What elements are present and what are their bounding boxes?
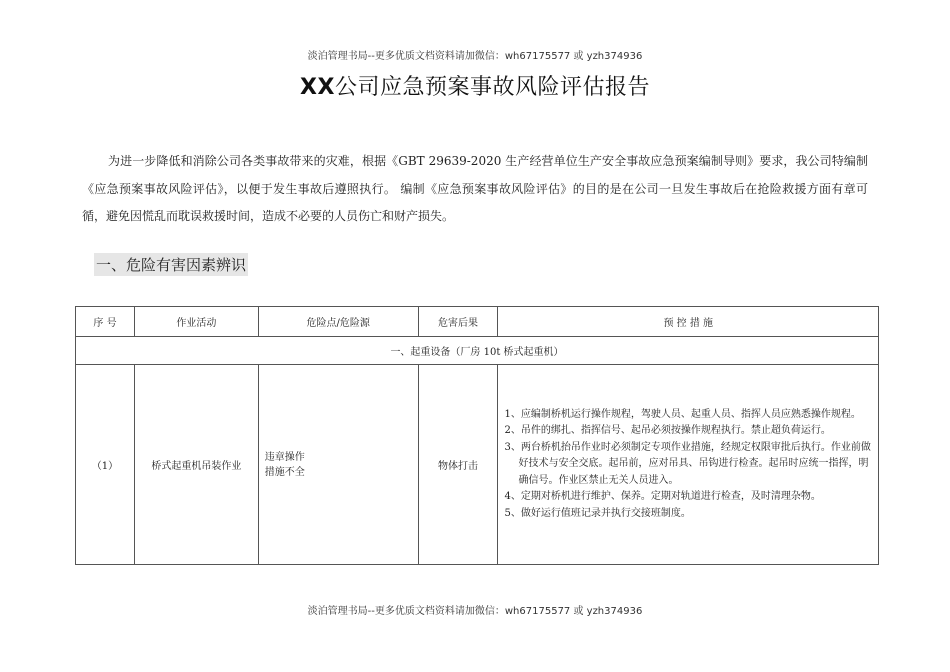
- header-no: 序 号: [76, 307, 135, 337]
- category-label: 一、起重设备（厂房 10t 桥式起重机）: [76, 337, 879, 365]
- footer-watermark: 淡泊管理书局--更多优质文档资料请加微信：wh67175577 或 yzh374936: [307, 606, 643, 617]
- section-heading: 一、危险有害因素辨识: [94, 253, 248, 276]
- measure-item: 1、应编制桥机运行操作规程，驾驶人员、起重人员、指挥人员应熟悉操作规程。: [504, 408, 861, 420]
- header-consequence: 危害后果: [418, 307, 498, 337]
- row-hazards: [258, 365, 418, 565]
- row-measures: [498, 365, 879, 565]
- table-header-row: [76, 307, 879, 337]
- risk-table: [75, 306, 879, 565]
- header-activity: 作业活动: [134, 307, 258, 337]
- measure-item: 5、做好运行值班记录并执行交接班制度。: [504, 507, 691, 519]
- header-watermark: 淡泊管理书局--更多优质文档资料请加微信：wh67175577 或 yzh374936: [307, 51, 643, 62]
- measure-item: 2、吊件的绑扎、指挥信号、起吊必须按操作规程执行。禁止超负荷运行。: [504, 425, 831, 437]
- table-row: [76, 365, 879, 565]
- hazard-item: 违章操作: [264, 451, 305, 463]
- row-activity: 桥式起重机吊装作业: [134, 365, 258, 565]
- header-hazard: 危险点/危险源: [258, 307, 418, 337]
- measure-item: 3、两台桥机抬吊作业时必须制定专项作业措施，经规定权限审批后执行。作业前做好技术与安全交底。起吊前，应对吊具、吊钩进行检查。起吊时应统一指挥，明确信号。作业区禁止无关人员进入。: [504, 441, 871, 486]
- intro-paragraph: 为进一步降低和消除公司各类事故带来的灾难，根据《GBT 29639-2020 生产经营单位生产安全事故应急预案编制导则》要求，我公司特编制《应急预案事故风险评估》，以便于发生事故后遵照执行。 编制《应急预案事故风险评估》的目的是在公司一旦发生事故后在抢险救援方面有章可循，避免因慌乱而耽误救援时间，造成不必要的人员伤亡和财产损失。: [82, 154, 868, 223]
- measure-item: 4、定期对桥机进行维护、保养。定期对轨道进行检查，及时清理杂物。: [504, 491, 821, 503]
- row-consequence: 物体打击: [418, 365, 498, 565]
- category-row: [76, 337, 879, 365]
- header-measures: 预 控 措 施: [498, 307, 879, 337]
- page-title: [0, 70, 950, 101]
- title-text: 公司应急预案事故风险评估报告: [334, 75, 650, 100]
- hazard-item: 措施不全: [264, 466, 305, 478]
- title-prefix: XX: [300, 75, 335, 100]
- row-no: （1）: [76, 365, 135, 565]
